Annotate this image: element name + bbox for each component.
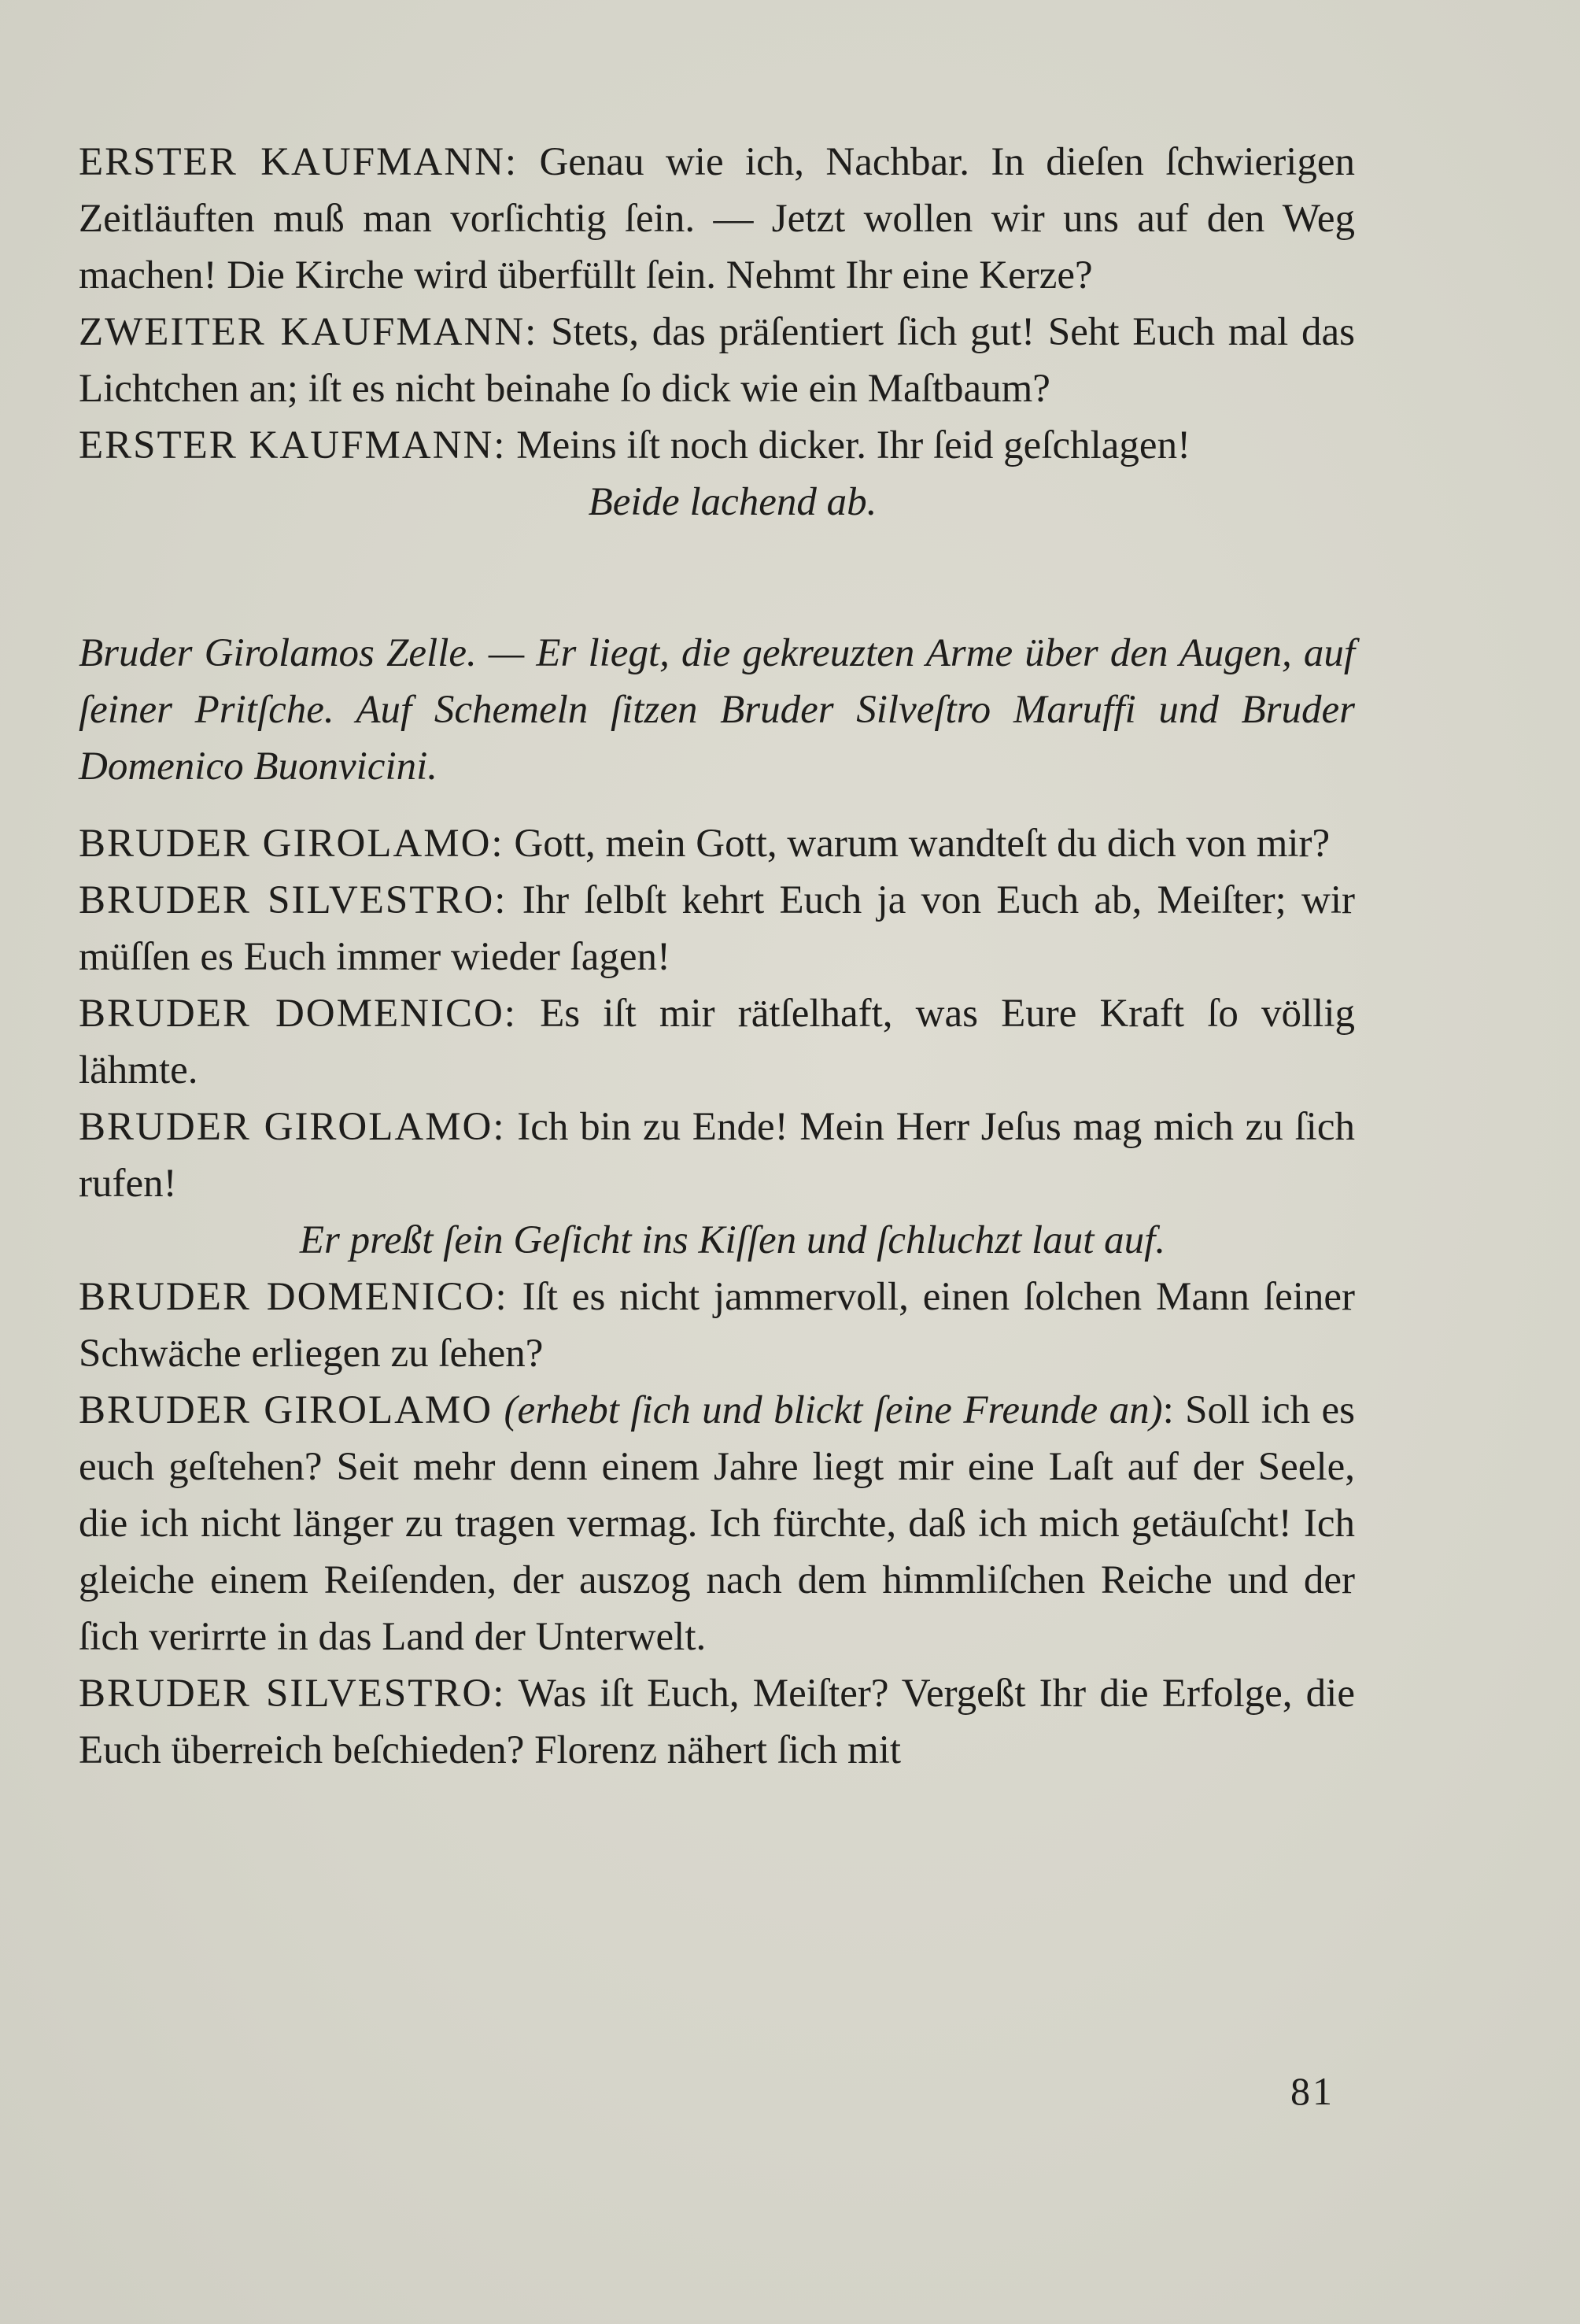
speaker-name: BRUDER GIROLAMO <box>79 1388 493 1432</box>
speaker-name: BRUDER GIROLAMO: <box>79 822 504 866</box>
dialogue-text: Iſt es nicht jammervoll, einen ſolchen Mann ſeiner Schwäche erliegen zu ſehen? <box>79 1275 1355 1376</box>
speaker-name: BRUDER SILVESTRO: <box>79 878 508 922</box>
dialogue-line <box>79 304 1355 417</box>
inline-stage-direction: (erhebt ſich und blickt ſeine Freunde an) <box>504 1388 1163 1432</box>
speaker-colon: : <box>1162 1388 1174 1432</box>
dialogue-line <box>79 815 1355 872</box>
dialogue-text: Ihr ſelbſt kehrt Euch ja von Euch ab, Meiſter; wir müſſen es Euch immer wieder ſagen! <box>79 878 1356 979</box>
dialogue-text: Genau wie ich, Nachbar. In dieſen ſchwierigen Zeitläuften muß man vorſichtig ſein. — Jetzt wollen wir uns auf den Weg machen! Die Kirche wird überfüllt ſein. Nehmt Ihr eine Kerze? <box>79 140 1355 297</box>
dialogue-line <box>79 1665 1355 1779</box>
dialogue-line <box>79 417 1355 474</box>
dialogue-text: Was iſt Euch, Meiſter? Vergeßt Ihr die Erfolge, die Euch überreich beſchieden? Florenz nähert ſich mit <box>79 1672 1355 1772</box>
dialogue-line <box>79 1269 1355 1382</box>
dialogue-text: Soll ich es euch geſtehen? Seit mehr denn einem Jahre liegt mir eine Laſt auf der Seele, die ich nicht länger zu tragen vermag. Ich fürchte, daß ich mich getäuſcht! Ich gleiche einem Reiſenden, der auszog nach dem himmliſchen Reiche und der ſich verirrte in das Land der Unterwelt. <box>79 1388 1355 1659</box>
speaker-name: ERSTER KAUFMANN: <box>79 423 507 467</box>
dialogue-text: Gott, mein Gott, warum wandteſt du dich von mir? <box>504 822 1331 866</box>
scene-direction: Bruder Girolamos Zelle. — Er liegt, die gekreuzten Arme über den Augen, auf ſeiner Pritſche. Auf Schemeln ſitzen Bruder Silveſtro Maruffi und Bruder Domenico Buonvicini. <box>79 631 1355 789</box>
stage-direction: Er preßt ſein Geſicht ins Kiſſen und ſchluchzt laut auf. <box>299 1218 1166 1262</box>
speaker-name: BRUDER SILVESTRO: <box>79 1672 506 1716</box>
text-block <box>79 134 1355 1779</box>
page-number: 81 <box>1290 2069 1335 2113</box>
stage-direction-exit: Beide lachend ab. <box>588 480 877 524</box>
dialogue-line <box>79 985 1355 1099</box>
dialogue-line <box>79 872 1355 985</box>
speaker-name: BRUDER GIROLAMO: <box>79 1105 506 1149</box>
speaker-name: ZWEITER KAUFMANN: <box>79 310 538 354</box>
scene-break <box>79 530 1355 625</box>
spacer <box>79 795 1355 815</box>
speaker-name: ERSTER KAUFMANN: <box>79 140 519 184</box>
dialogue-text: Stets, das präſentiert ſich gut! Seht Euch mal das Lichtchen an; iſt es nicht beinahe ſo dick wie ein Maſtbaum? <box>79 310 1355 411</box>
dialogue-text: Es iſt mir rätſelhaft, was Eure Kraft ſo völlig lähmte. <box>79 992 1355 1092</box>
dialogue-line <box>79 134 1355 304</box>
speaker-name: BRUDER DOMENICO: <box>79 1275 508 1319</box>
dialogue-text: Meins iſt noch dicker. Ihr ſeid geſchlagen! <box>506 423 1191 467</box>
dialogue-text: Ich bin zu Ende! Mein Herr Jeſus mag mich zu ſich rufen! <box>79 1105 1355 1206</box>
speaker-name: BRUDER DOMENICO: <box>79 992 517 1036</box>
dialogue-line <box>79 1382 1355 1665</box>
dialogue-line <box>79 1099 1355 1212</box>
